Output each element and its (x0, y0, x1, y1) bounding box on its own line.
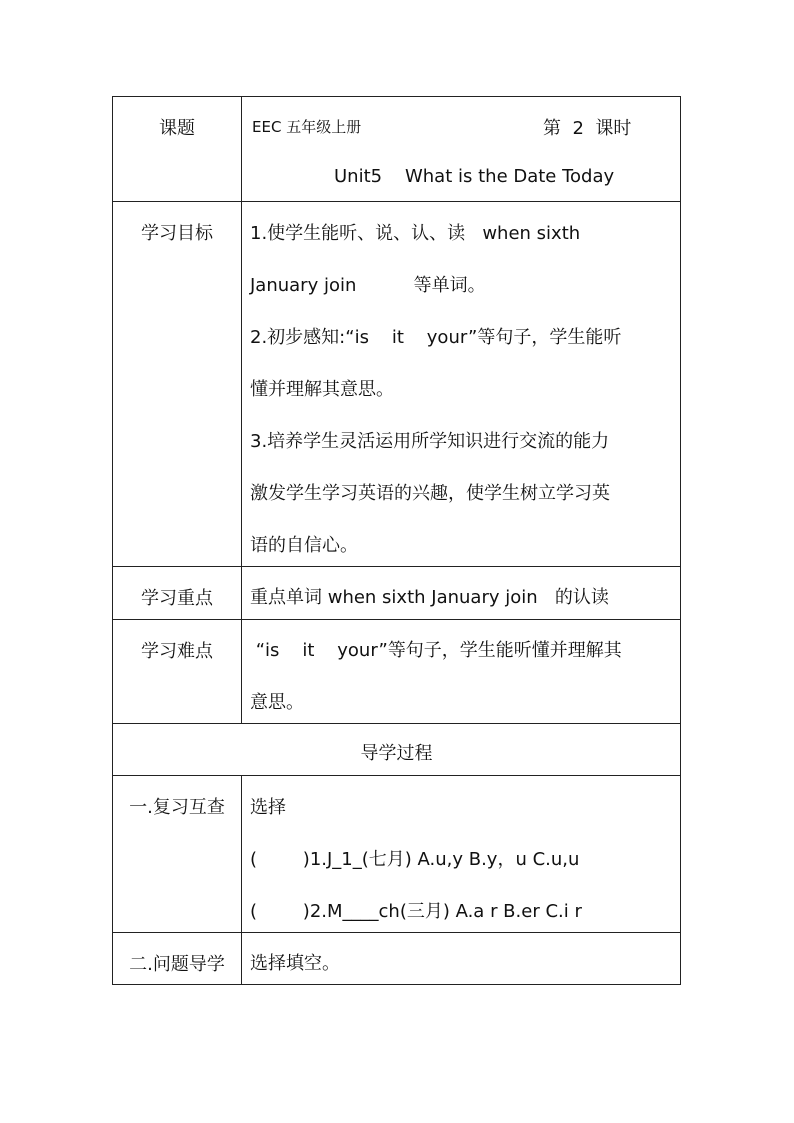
row-lesson-title (113, 97, 680, 202)
label-key-points-text: 学习重点 (141, 588, 213, 609)
objectives-content (242, 202, 680, 566)
review-line: ( )2.M____ch(三月) A.a r B.er C.i r (250, 901, 582, 922)
objective-line: 1.使学生能听、说、认、读 when sixth (250, 223, 581, 244)
label-guided-text: 二.问题导学 (129, 954, 225, 975)
guided-text: 选择填空。 (250, 953, 340, 974)
objective-line: 3.培养学生灵活运用所学知识进行交流的能力 (250, 431, 610, 452)
row-key-points (113, 567, 680, 620)
guided-content (242, 933, 680, 985)
process-title: 导学过程 (360, 743, 433, 764)
difficulty-line: “is it your”等句子，学生能听懂并理解其 (250, 640, 622, 661)
key-points-content (242, 567, 680, 619)
label-difficulties (113, 620, 242, 723)
label-objectives-text: 学习目标 (141, 223, 213, 244)
lesson-number: 第 2 课时 (543, 118, 632, 139)
label-topic (113, 97, 242, 201)
objective-line: 2.初步感知:“is it your”等句子，学生能听 (250, 327, 622, 348)
objective-line: 激发学生学习英语的兴趣，使学生树立学习英 (250, 483, 610, 504)
label-key-points (113, 567, 242, 619)
key-points-text: 重点单词 when sixth January join 的认读 (250, 587, 609, 608)
objective-line: 语的自信心。 (250, 535, 358, 556)
unit-title: Unit5 What is the Date Today (334, 166, 615, 187)
row-difficulties (113, 620, 680, 724)
difficulties-content (242, 620, 680, 723)
topic-content (242, 97, 680, 201)
label-review (113, 776, 242, 932)
lesson-plan-table (112, 96, 681, 985)
objective-line: January join 等单词。 (250, 275, 486, 296)
review-line: ( )1.J_1_(七月) A.u,y B.y，u C.u,u (250, 849, 580, 870)
row-process-title (113, 724, 680, 776)
review-line: 选择 (250, 797, 286, 818)
label-objectives (113, 202, 242, 566)
label-review-text: 一.复习互查 (129, 797, 225, 818)
label-guided (113, 933, 242, 985)
row-guided (113, 933, 680, 985)
label-topic-text: 课题 (159, 118, 195, 139)
course-name: EEC 五年级上册 (252, 118, 362, 136)
objective-line: 懂并理解其意思。 (250, 379, 394, 400)
review-content (242, 776, 680, 932)
difficulty-line: 意思。 (250, 692, 304, 713)
row-objectives (113, 202, 680, 567)
label-difficulties-text: 学习难点 (141, 641, 213, 662)
row-review (113, 776, 680, 933)
